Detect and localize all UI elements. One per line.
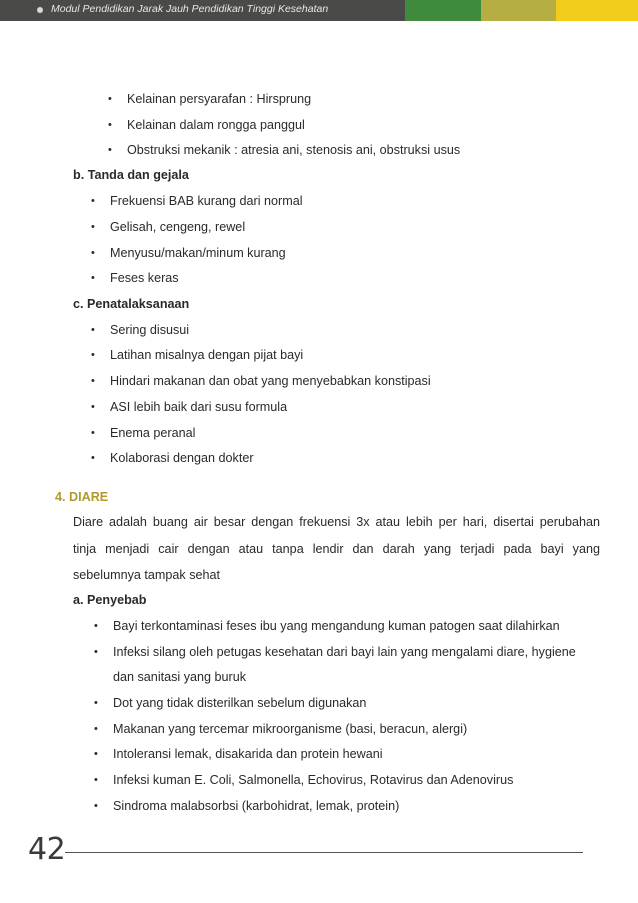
footer-rule — [65, 852, 583, 853]
header-color-block-green — [405, 0, 481, 21]
list-item: Sering disusui — [110, 323, 190, 337]
bullet-icon: • — [108, 119, 112, 131]
bullet-icon: • — [94, 646, 98, 658]
page-number: 42 — [28, 832, 66, 867]
header-title-bar — [0, 0, 405, 21]
list-item: Kelainan persyarafan : Hirsprung — [127, 92, 312, 106]
bullet-icon: • — [91, 401, 95, 413]
paragraph-line: tinja menjadi cair dengan atau tanpa lendir dan darah yang terjadi pada bayi yang — [73, 542, 600, 556]
list-item: Kelainan dalam rongga panggul — [127, 118, 305, 132]
list-item: Menyusu/makan/minum kurang — [110, 246, 286, 260]
bullet-icon: • — [91, 427, 95, 439]
section-b-heading: b. Tanda dan gejala — [73, 168, 189, 182]
bullet-icon: • — [91, 375, 95, 387]
bullet-icon: • — [94, 800, 98, 812]
bullet-icon: • — [91, 324, 95, 336]
list-item: Bayi terkontaminasi feses ibu yang mengandung kuman patogen saat dilahirkan — [113, 619, 560, 633]
section-c-heading: c. Penatalaksanaan — [73, 297, 190, 311]
header-title: Modul Pendidikan Jarak Jauh Pendidikan Tinggi Kesehatan — [51, 3, 329, 15]
bullet-icon: • — [108, 93, 112, 105]
list-item: ASI lebih baik dari susu formula — [110, 400, 288, 414]
bullet-icon: • — [91, 349, 95, 361]
bullet-icon: • — [91, 221, 95, 233]
list-item: Hindari makanan dan obat yang menyebabkan konstipasi — [110, 374, 431, 388]
list-item: Obstruksi mekanik : atresia ani, stenosis ani, obstruksi usus — [127, 143, 461, 157]
list-item: Infeksi silang oleh petugas kesehatan dari bayi lain yang mengalami diare, hygiene — [113, 645, 576, 659]
header-band — [0, 0, 638, 21]
bullet-icon: • — [94, 723, 98, 735]
list-item: Dot yang tidak disterilkan sebelum digunakan — [113, 696, 367, 710]
bullet-icon: • — [94, 620, 98, 632]
paragraph-line: Diare adalah buang air besar dengan frekuensi 3x atau lebih per hari, disertai perubahan — [73, 515, 600, 529]
bullet-icon: • — [91, 195, 95, 207]
section-4a-heading: a. Penyebab — [73, 593, 147, 607]
bullet-icon: • — [108, 144, 112, 156]
paragraph-line: sebelumnya tampak sehat — [73, 568, 221, 582]
list-item: Intoleransi lemak, disakarida dan protein hewani — [113, 747, 383, 761]
header-color-block-yellow — [556, 0, 638, 21]
list-item: Gelisah, cengeng, rewel — [110, 220, 246, 234]
bullet-icon: • — [91, 247, 95, 259]
bullet-icon: • — [94, 774, 98, 786]
list-item: Infeksi kuman E. Coli, Salmonella, Echovirus, Rotavirus dan Adenovirus — [113, 773, 514, 787]
list-item: Feses keras — [110, 271, 179, 285]
list-item: Latihan misalnya dengan pijat bayi — [110, 348, 304, 362]
header-color-block-olive — [481, 0, 556, 21]
list-item: Makanan yang tercemar mikroorganisme (basi, beracun, alergi) — [113, 722, 468, 736]
section-4-heading: 4. DIARE — [55, 490, 109, 504]
list-item: Sindroma malabsorbsi (karbohidrat, lemak, protein) — [113, 799, 400, 813]
list-item: Enema peranal — [110, 426, 196, 440]
list-item: Kolaborasi dengan dokter — [110, 451, 254, 465]
list-item-continuation: dan sanitasi yang buruk — [113, 670, 247, 684]
bullet-icon: • — [94, 697, 98, 709]
list-item: Frekuensi BAB kurang dari normal — [110, 194, 303, 208]
bullet-icon: • — [94, 748, 98, 760]
header-dot-icon — [37, 7, 43, 13]
bullet-icon: • — [91, 272, 95, 284]
bullet-icon: • — [91, 452, 95, 464]
